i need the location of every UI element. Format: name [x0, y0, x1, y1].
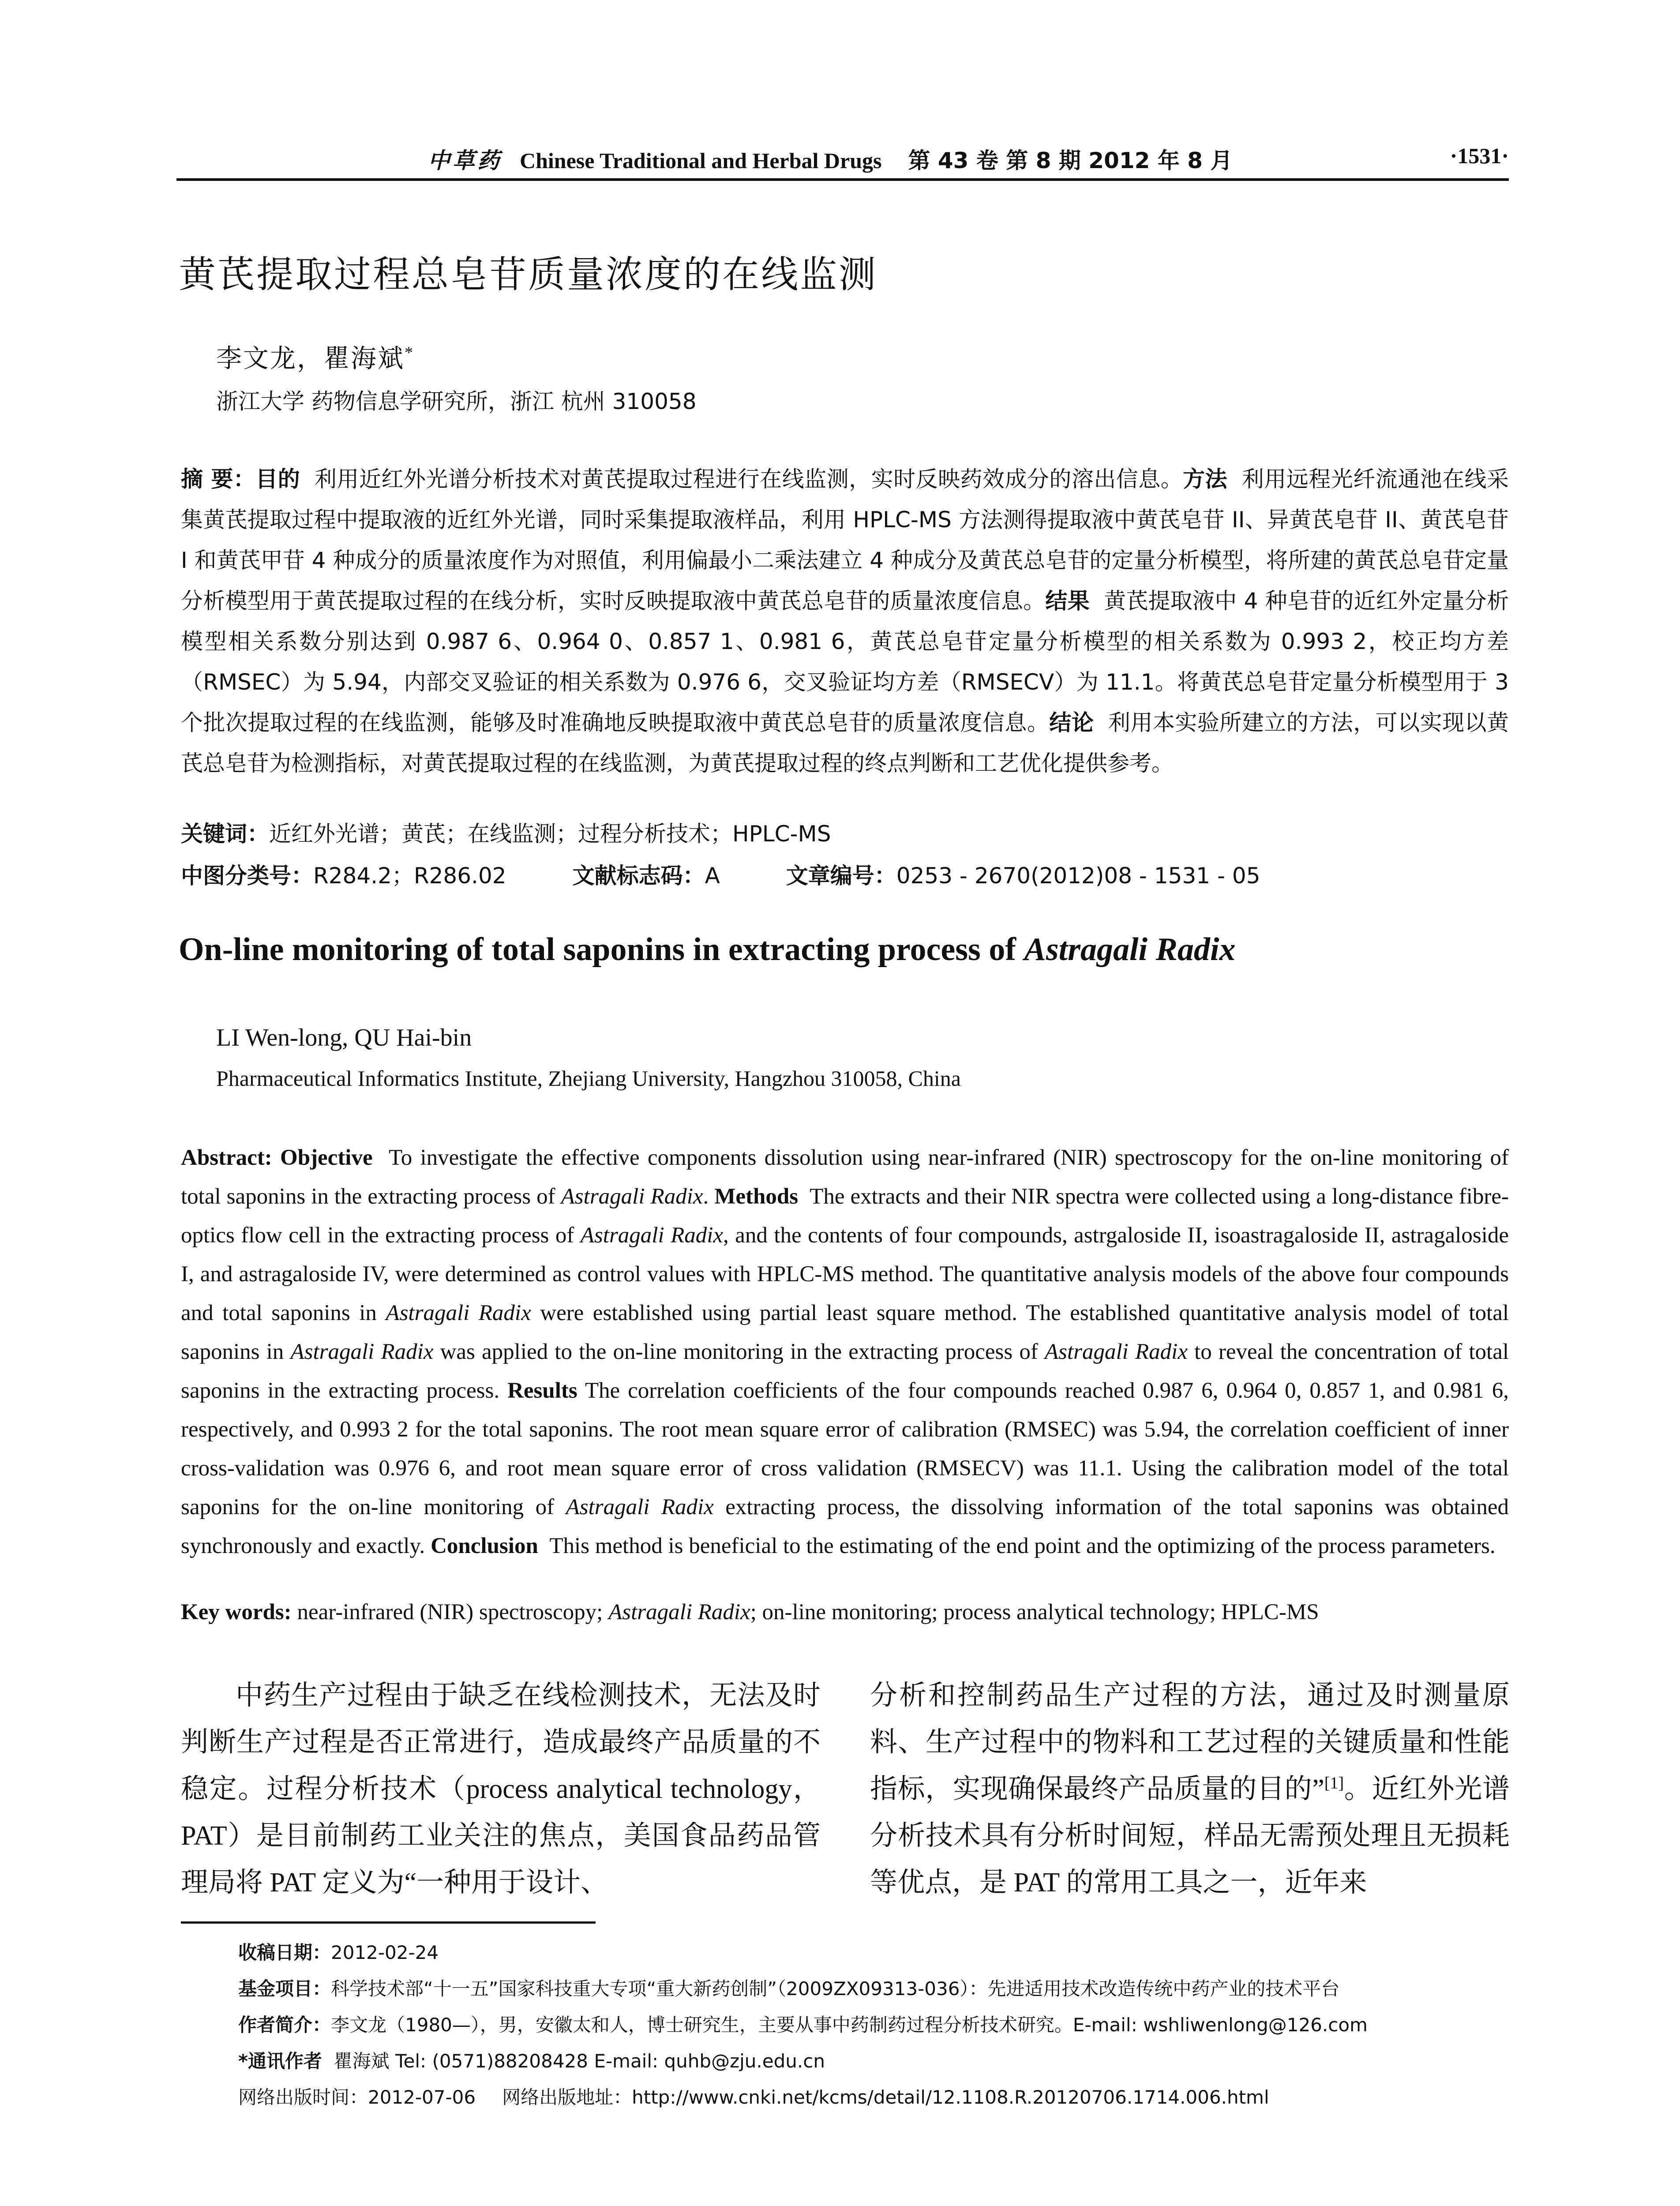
results-text-cn: 黄芪提取液中 4 种皂苷的近红外定量分析模型相关系数分别达到 0.987 6、0.964 0、0.857 1、0.981 6，黄芪总皂苷定量分析模型的相关系数为 0.993 2，校正均方差（RMSEC）为 5.94，内部交叉验证的相关系数为 0.976 6，交叉验证均方差（RMSECV）为 11.1。将黄芪总皂苷定量分析模型用于 3 个批次提取过程的在线监测，能够及时准确地反映提取液中黄芪总皂苷的质量浓度信息。 [181, 588, 1509, 735]
results-text-en-2: extracting process, the dissolving information of the total saponins was obtained synchronously and exactly. [181, 1495, 1509, 1558]
methods-label-cn: 方法 [1183, 466, 1228, 492]
footnote-online [238, 2079, 1368, 2116]
methods-text-en-5: to reveal the concentration of total saponins in the extracting process. [181, 1339, 1509, 1403]
herb-name: Astragali Radix [566, 1495, 714, 1519]
received-label: 收稿日期： [238, 1942, 331, 1963]
objective-label-en: Objective [280, 1145, 373, 1170]
header-rule [176, 178, 1509, 181]
footnote-received [238, 1935, 1368, 1971]
journal-name-en: Chinese Traditional and Herbal Drugs [520, 148, 882, 173]
online-time-label: 网络出版时间： [238, 2086, 368, 2108]
article-id-value: 0253 - 2670(2012)08 - 1531 - 05 [896, 863, 1260, 889]
herb-name: Astragali Radix [290, 1339, 434, 1364]
body-right-text-2: 。近红外光谱分析技术具有分析时间短，样品无需预处理且无损耗等优点，是 PAT 的常用工具之一，近年来 [870, 1774, 1510, 1898]
objective-text-end: . [703, 1184, 709, 1209]
clc-value: R284.2；R286.02 [313, 863, 506, 889]
fund-text: 科学技术部“十一五”国家科技重大专项“重大新药创制”（2009ZX09313-036）：先进适用技术改造传统中药产业的技术平台 [331, 1978, 1340, 2000]
footnote-rule [181, 1921, 596, 1924]
objective-text-cn: 利用近红外光谱分析技术对黄芪提取过程进行在线监测，实时反映药效成分的溶出信息。 [314, 466, 1183, 492]
body-column-left: 中药生产过程由于缺乏在线检测技术，无法及时判断生产过程是否正常进行，造成最终产品质量的不稳定。过程分析技术（process analytical technology，PAT）是目前制药工业关注的焦点，美国食品药品管理局将 PAT 定义为“一种用于设计、 [181, 1681, 821, 1898]
abstract-label-cn: 摘 要： [181, 466, 256, 492]
chinese-title: 黄芪提取过程总皂苷质量浓度的在线监测 [179, 253, 878, 296]
reference-marker: [1] [1324, 1774, 1344, 1793]
journal-name-cn: 中草药 [428, 148, 502, 173]
journal-line [428, 143, 1232, 175]
chinese-authors [216, 338, 414, 375]
keywords-text-en-2: ; on-line monitoring; process analytical technology; HPLC-MS [750, 1600, 1319, 1624]
results-label-en: Results [507, 1378, 578, 1403]
english-title-herb: Astragali Radix [1024, 931, 1236, 968]
chinese-keywords [181, 816, 831, 848]
conclusion-text-cn: 利用本实验所建立的方法，可以实现以黄芪总皂苷为检测指标，对黄芪提取过程的在线监测，为黄芪提取过程的终点判断和工艺优化提供参考。 [181, 710, 1509, 776]
classification-line [181, 858, 1260, 890]
footnotes [238, 1935, 1368, 2116]
methods-text-en-3: were established using partial least square method. The established quantitative analysis model of total saponins in [181, 1301, 1509, 1364]
conclusion-label-en: Conclusion [431, 1534, 538, 1558]
fund-label: 基金项目： [238, 1978, 331, 2000]
english-affiliation: Pharmaceutical Informatics Institute, Zhejiang University, Hangzhou 310058, China [216, 1066, 961, 1091]
methods-label-en: Methods [714, 1184, 799, 1209]
running-header [176, 140, 1509, 180]
results-label-cn: 结果 [1045, 588, 1090, 614]
online-url-label: 网络出版地址： [502, 2086, 632, 2108]
english-title-main: On-line monitoring of total saponins in extracting process of [179, 931, 1016, 968]
body-right-text-1: 分析和控制药品生产过程的方法，通过及时测量原料、生产过程中的物料和工艺过程的关键质量和性能指标，实现确保最终产品质量的目的” [870, 1681, 1510, 1804]
methods-text-en-2: , and the contents of four compounds, astrgaloside II, isoastragaloside II, astragaloside I, and astragaloside IV, were determined as control values with HPLC-MS method. The quantitative analysis models of the above four compounds and total saponins in [181, 1223, 1509, 1325]
keywords-text-en-1: near-infrared (NIR) spectroscopy; [297, 1600, 603, 1624]
journal-issue: 第 43 卷 第 8 期 2012 年 8 月 [908, 148, 1233, 173]
corresponding-mark: * [405, 343, 415, 362]
keywords-herb: Astragali Radix [608, 1600, 750, 1624]
english-keywords [181, 1599, 1319, 1625]
bio-label: 作者简介： [238, 2014, 331, 2036]
bio-text: 李文龙（1980—），男，安徽太和人，博士研究生，主要从事中药制药过程分析技术研究。E-mail: wshliwenlong@126.com [331, 2014, 1368, 2036]
online-url: http://www.cnki.net/kcms/detail/12.1108.R.20120706.1714.006.html [632, 2086, 1269, 2108]
chinese-affiliation: 浙江大学 药物信息学研究所，浙江 杭州 310058 [216, 389, 697, 414]
methods-text-en-4: was applied to the on-line monitoring in the extracting process of [440, 1339, 1038, 1364]
online-time: 2012-07-06 [368, 2086, 476, 2108]
objective-label-cn: 目的 [255, 466, 300, 492]
footnote-bio [238, 2007, 1368, 2043]
keywords-text-cn: 近红外光谱；黄芪；在线监测；过程分析技术；HPLC-MS [269, 821, 831, 847]
footnote-fund [238, 1971, 1368, 2007]
page-number: ·1531· [1450, 143, 1509, 168]
abstract-label-en: Abstract: [181, 1145, 272, 1170]
keywords-label-en: Key words: [181, 1600, 292, 1624]
english-title [179, 931, 1236, 968]
conclusion-label-cn: 结论 [1049, 710, 1094, 735]
methods-text-cn: 利用远程光纤流通池在线采集黄芪提取过程中提取液的近红外光谱，同时采集提取液样品，利用 HPLC-MS 方法测得提取液中黄芪皂苷 II、异黄芪皂苷 II、黄芪皂苷 I 和黄芪甲苷 4 种成分的质量浓度作为对照值，利用偏最小二乘法建立 4 种成分及黄芪总皂苷的定量分析模型，将所建的黄芪总皂苷定量分析模型用于黄芪提取过程的在线分析，实时反映提取液中黄芪总皂苷的质量浓度信息。 [181, 466, 1509, 614]
methods-text-en-1: The extracts and their NIR spectra were collected using a long-distance fibre-optics flow cell in the extracting process of [181, 1184, 1509, 1248]
english-authors: LI Wen-long, QU Hai-bin [216, 1024, 472, 1051]
herb-name: Astragali Radix [561, 1184, 703, 1209]
conclusion-text-en: This method is beneficial to the estimating of the end point and the optimizing of the process parameters. [549, 1534, 1496, 1558]
herb-name: Astragali Radix [1045, 1339, 1188, 1364]
chinese-author-names: 李文龙，瞿海斌 [216, 344, 405, 373]
keywords-label-cn: 关键词： [181, 821, 269, 847]
clc-label: 中图分类号： [181, 863, 313, 889]
footnote-corresponding [238, 2043, 1368, 2079]
chinese-abstract [181, 459, 1509, 784]
results-text-en-1: The correlation coefficients of the four compounds reached 0.987 6, 0.964 0, 0.857 1, and 0.981 6, respectively, and 0.993 2 for the total saponins. The root mean square error of calibration (RMSEC) was 5.94, the correlation coefficient of inner cross-validation was 0.976 6, and root mean square error of cross validation (RMSECV) was 11.1. Using the calibration model of the total saponins for the on-line monitoring of [181, 1378, 1509, 1519]
received-date: 2012-02-24 [331, 1942, 439, 1963]
doc-code-value: A [705, 863, 720, 889]
article-id-label: 文章编号： [786, 863, 896, 889]
body-column-right [870, 1672, 1510, 1906]
doc-code-label: 文献标志码： [572, 863, 705, 889]
corresponding-label: *通讯作者 [238, 2050, 322, 2072]
corresponding-text: 瞿海斌 Tel: (0571)88208428 E-mail: quhb@zju.edu.cn [334, 2050, 825, 2072]
objective-text-en: To investigate the effective components dissolution using near-infrared (NIR) spectroscopy for the on-line monitoring of total saponins in the extracting process of [181, 1145, 1509, 1209]
herb-name: Astragali Radix [386, 1301, 531, 1325]
herb-name: Astragali Radix [580, 1223, 724, 1248]
english-abstract [181, 1138, 1509, 1565]
